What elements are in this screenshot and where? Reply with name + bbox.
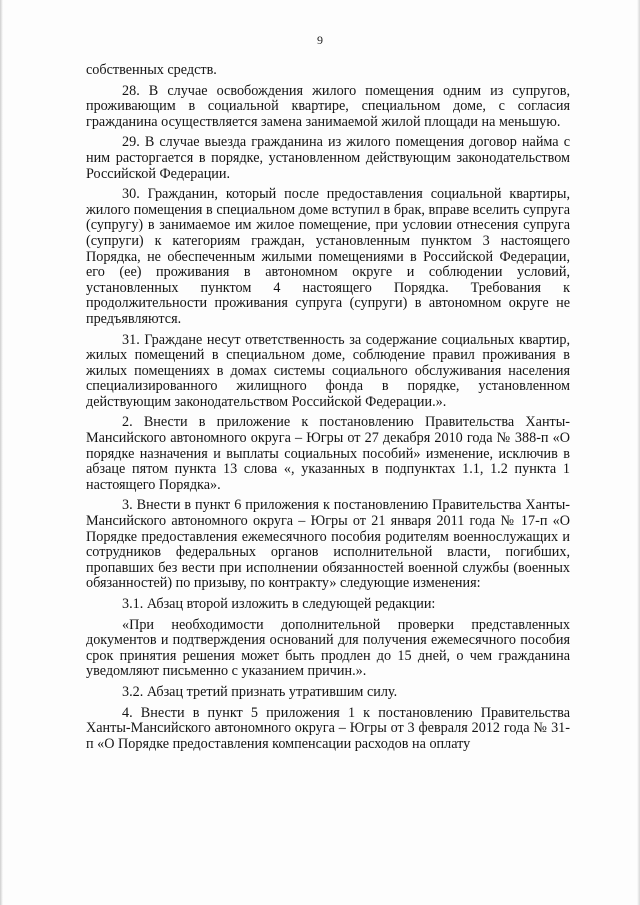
paragraph-30: 30. Гражданин, который после предоставления социальной квартиры, жилого помещения в специальном доме вступил в брак, вправе вселить супруга (супругу) в занимаемое им жилое помещение, при условии отнесения супруга (супруги) к категориям граждан, установленным пунктом 3 настоящего Порядка, не обеспеченным жилыми помещениями в Российской Федерации, его (ее) проживания в автономном округе и соблюдении условий, установленных пунктом 4 настоящего Порядка. Требования к продолжительности проживания супруга (супруги) в автономном округе не предъявляются. [86,186,570,327]
page-number: 9 [317,33,323,47]
paragraph-item-2: 2. Внести в приложение к постановлению Правительства Ханты-Мансийского автономного округа – Югры от 27 декабря 2010 года № 388-п «О порядке назначения и выплаты социальных пособий» изменение, исключив в абзаце пятом пункта 13 слова «, указанных в подпунктах 1.1, 1.2 пункта 1 настоящего Порядка». [86,414,570,493]
paragraph-28: 28. В случае освобождения жилого помещения одним из супругов, проживающим в социальной квартире, специальном доме, с согласия гражданина осуществляется замена занимаемой жилой площади на меньшую. [86,82,570,130]
paragraph-item-3: 3. Внести в пункт 6 приложения к постановлению Правительства Ханты-Мансийского автономного округа – Югры от 21 января 2011 года № 17-п «О Порядке предоставления ежемесячного пособия родителям военнослужащих и сотрудников федеральных органов исполнительной власти, погибших, пропавших без вести при исполнении обязанностей военной службы (военных обязанностей) по призыву, по контракту» следующие изменения: [86,497,570,592]
paragraph-quote: «При необходимости дополнительной проверки представленных документов и подтверждения оснований для получения ежемесячного пособия срок принятия решения может быть продлен до 15 дней, о чем гражданина уведомляют письменно с указанием причин.». [86,616,570,680]
document-body [86,63,570,757]
scan-left-edge [0,0,3,905]
paragraph-29: 29. В случае выезда гражданина из жилого помещения договор найма с ним расторгается в порядке, установленном действующим законодательством Российской Федерации. [86,134,570,182]
paragraph-31: 31. Граждане несут ответственность за содержание социальных квартир, жилых помещений в специальном доме, соблюдение правил проживания в жилых помещениях в домах системы социального обслуживания населения специализированного жилищного фонда в порядке, установленном действующим законодательством Российской Федерации.». [86,331,570,410]
paragraph-item-4: 4. Внести в пункт 5 приложения 1 к постановлению Правительства Ханты-Мансийского автономного округа – Югры от 3 февраля 2012 года № 31-п «О Порядке предоставления компенсации расходов на оплату [86,704,570,752]
paragraph-continuation: собственных средств. [86,62,217,78]
paragraph-item-3-2: 3.2. Абзац третий признать утратившим силу. [122,683,398,700]
paragraph-item-3-1: 3.1. Абзац второй изложить в следующей редакции: [122,596,436,612]
